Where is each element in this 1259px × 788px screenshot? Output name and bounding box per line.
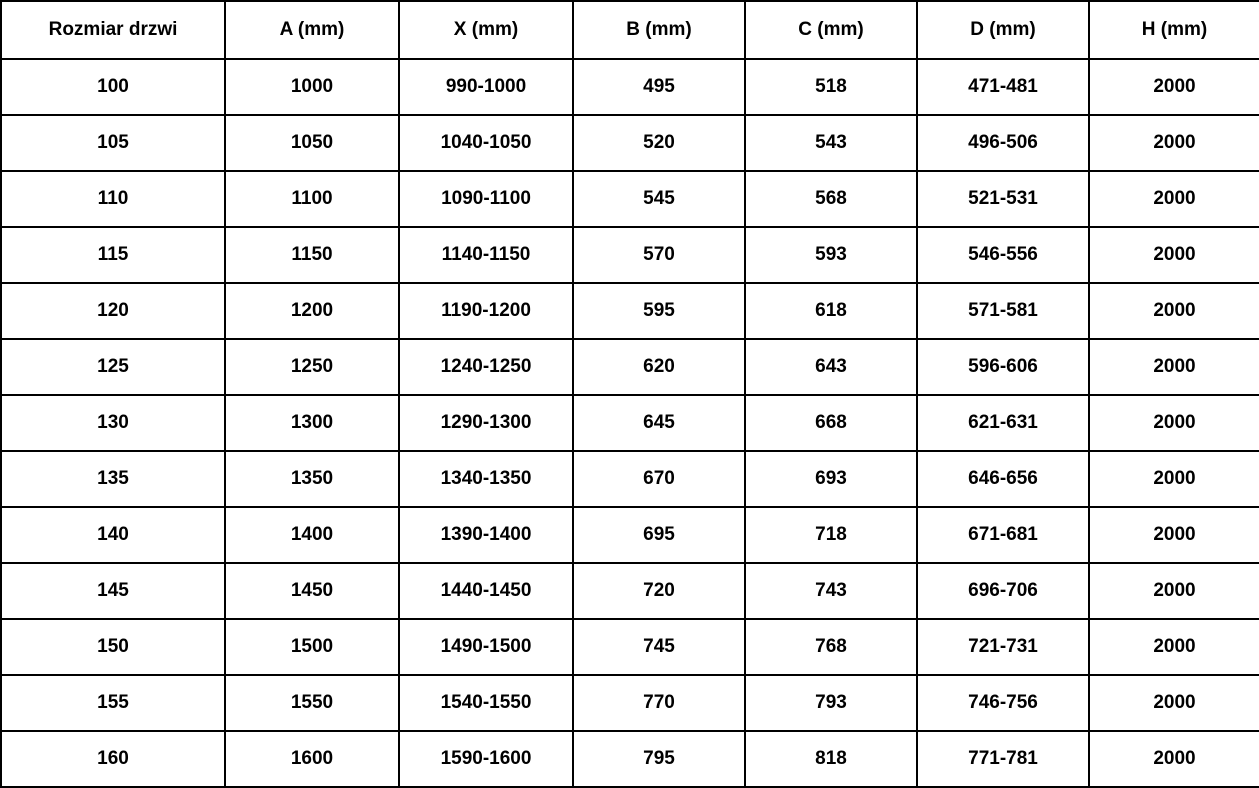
cell-h: 2000: [1089, 731, 1259, 787]
cell-b: 770: [573, 675, 745, 731]
table-header-row: [1, 1, 1259, 59]
cell-x: 1490-1500: [399, 619, 573, 675]
cell-c: 668: [745, 395, 917, 451]
cell-h: 2000: [1089, 451, 1259, 507]
cell-a: 1050: [225, 115, 399, 171]
cell-door-size: 105: [1, 115, 225, 171]
cell-b: 595: [573, 283, 745, 339]
cell-a: 1000: [225, 59, 399, 115]
cell-x: 1440-1450: [399, 563, 573, 619]
cell-c: 593: [745, 227, 917, 283]
column-header-h-mm: H (mm): [1089, 1, 1259, 59]
table-row: [1, 563, 1259, 619]
column-header-rozmiar-drzwi: Rozmiar drzwi: [1, 1, 225, 59]
cell-door-size: 140: [1, 507, 225, 563]
cell-x: 1390-1400: [399, 507, 573, 563]
cell-door-size: 145: [1, 563, 225, 619]
cell-b: 645: [573, 395, 745, 451]
cell-h: 2000: [1089, 339, 1259, 395]
cell-d: 496-506: [917, 115, 1089, 171]
cell-a: 1350: [225, 451, 399, 507]
cell-c: 693: [745, 451, 917, 507]
cell-b: 670: [573, 451, 745, 507]
cell-d: 721-731: [917, 619, 1089, 675]
table-row: [1, 115, 1259, 171]
cell-door-size: 115: [1, 227, 225, 283]
cell-door-size: 150: [1, 619, 225, 675]
cell-c: 818: [745, 731, 917, 787]
cell-c: 718: [745, 507, 917, 563]
cell-door-size: 125: [1, 339, 225, 395]
cell-b: 620: [573, 339, 745, 395]
cell-b: 695: [573, 507, 745, 563]
cell-a: 1300: [225, 395, 399, 451]
cell-door-size: 130: [1, 395, 225, 451]
cell-door-size: 110: [1, 171, 225, 227]
cell-h: 2000: [1089, 675, 1259, 731]
cell-x: 1540-1550: [399, 675, 573, 731]
cell-d: 621-631: [917, 395, 1089, 451]
cell-h: 2000: [1089, 619, 1259, 675]
table-row: [1, 675, 1259, 731]
column-header-d-mm: D (mm): [917, 1, 1089, 59]
cell-c: 568: [745, 171, 917, 227]
cell-h: 2000: [1089, 59, 1259, 115]
cell-d: 571-581: [917, 283, 1089, 339]
table-header: [1, 1, 1259, 59]
table-row: [1, 451, 1259, 507]
cell-d: 746-756: [917, 675, 1089, 731]
cell-b: 495: [573, 59, 745, 115]
cell-b: 745: [573, 619, 745, 675]
cell-x: 1340-1350: [399, 451, 573, 507]
cell-c: 768: [745, 619, 917, 675]
cell-door-size: 120: [1, 283, 225, 339]
table-row: [1, 227, 1259, 283]
cell-h: 2000: [1089, 395, 1259, 451]
cell-b: 520: [573, 115, 745, 171]
cell-x: 1190-1200: [399, 283, 573, 339]
cell-b: 720: [573, 563, 745, 619]
cell-h: 2000: [1089, 507, 1259, 563]
cell-x: 1090-1100: [399, 171, 573, 227]
cell-b: 795: [573, 731, 745, 787]
cell-d: 771-781: [917, 731, 1089, 787]
cell-x: 990-1000: [399, 59, 573, 115]
table-row: [1, 283, 1259, 339]
cell-c: 793: [745, 675, 917, 731]
cell-x: 1290-1300: [399, 395, 573, 451]
cell-x: 1140-1150: [399, 227, 573, 283]
cell-c: 743: [745, 563, 917, 619]
table-row: [1, 395, 1259, 451]
cell-h: 2000: [1089, 171, 1259, 227]
cell-h: 2000: [1089, 115, 1259, 171]
cell-a: 1600: [225, 731, 399, 787]
cell-d: 671-681: [917, 507, 1089, 563]
cell-d: 596-606: [917, 339, 1089, 395]
cell-b: 570: [573, 227, 745, 283]
column-header-b-mm: B (mm): [573, 1, 745, 59]
cell-h: 2000: [1089, 283, 1259, 339]
cell-a: 1400: [225, 507, 399, 563]
table-body: [1, 59, 1259, 787]
cell-c: 543: [745, 115, 917, 171]
cell-a: 1200: [225, 283, 399, 339]
cell-door-size: 100: [1, 59, 225, 115]
cell-b: 545: [573, 171, 745, 227]
cell-door-size: 155: [1, 675, 225, 731]
cell-door-size: 135: [1, 451, 225, 507]
cell-c: 618: [745, 283, 917, 339]
cell-a: 1100: [225, 171, 399, 227]
cell-door-size: 160: [1, 731, 225, 787]
table-row: [1, 339, 1259, 395]
cell-a: 1150: [225, 227, 399, 283]
cell-x: 1240-1250: [399, 339, 573, 395]
cell-d: 696-706: [917, 563, 1089, 619]
cell-a: 1500: [225, 619, 399, 675]
column-header-c-mm: C (mm): [745, 1, 917, 59]
cell-h: 2000: [1089, 563, 1259, 619]
column-header-x-mm: X (mm): [399, 1, 573, 59]
cell-d: 646-656: [917, 451, 1089, 507]
table-row: [1, 731, 1259, 787]
cell-d: 521-531: [917, 171, 1089, 227]
cell-a: 1450: [225, 563, 399, 619]
cell-c: 518: [745, 59, 917, 115]
table-row: [1, 507, 1259, 563]
column-header-a-mm: A (mm): [225, 1, 399, 59]
cell-d: 471-481: [917, 59, 1089, 115]
cell-x: 1040-1050: [399, 115, 573, 171]
table-row: [1, 59, 1259, 115]
cell-c: 643: [745, 339, 917, 395]
table-row: [1, 171, 1259, 227]
table-row: [1, 619, 1259, 675]
cell-h: 2000: [1089, 227, 1259, 283]
cell-x: 1590-1600: [399, 731, 573, 787]
cell-d: 546-556: [917, 227, 1089, 283]
cell-a: 1250: [225, 339, 399, 395]
cell-a: 1550: [225, 675, 399, 731]
